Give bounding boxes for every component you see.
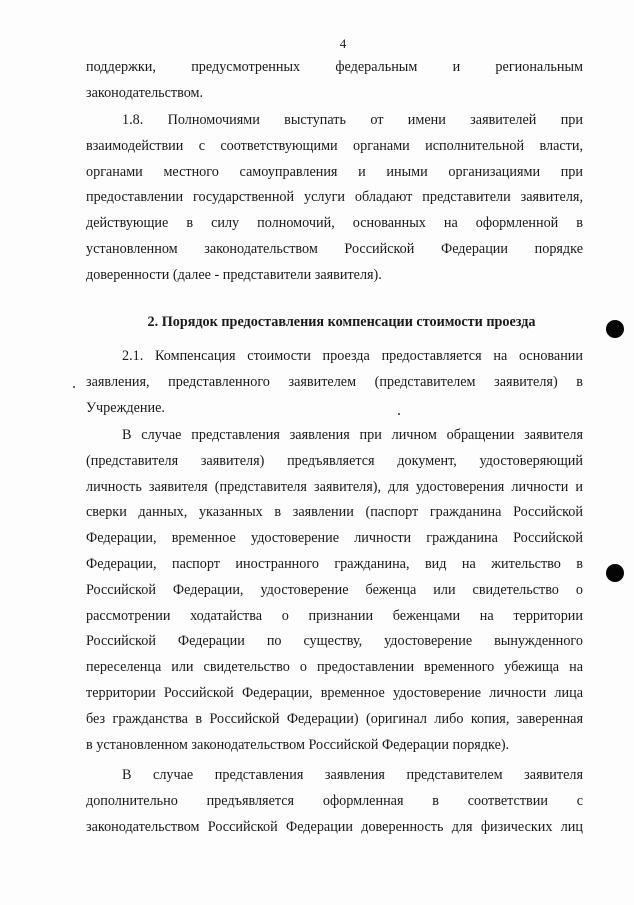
text-line: (представителя заявителя) предъявляется документ, удостоверяющий — [86, 452, 583, 469]
punch-hole-bottom — [606, 564, 624, 582]
paragraph-continuation — [86, 55, 583, 107]
text-line: Российской Федерации по существу, удостоверение вынужденного — [86, 633, 583, 650]
text-line: территории Российской Федерации, временное удостоверение личности лица — [86, 684, 583, 701]
text-line: законодательством Российской Федерации доверенность для физических лиц — [86, 818, 583, 835]
paragraph-personal-submission — [86, 423, 583, 758]
text-line: рассмотрении ходатайства о признании беженцами на территории — [86, 607, 583, 624]
text-line: поддержки, предусмотренных федеральным и региональным — [86, 59, 583, 75]
text-line: В случае представления заявления представителем заявителя — [122, 767, 583, 783]
text-line: 1.8. Полномочиями выступать от имени заявителей при — [122, 112, 583, 128]
text-line: Российской Федерации, удостоверение беженца или свидетельство о — [86, 581, 583, 598]
text-line: предоставлении государственной услуги обладают представители заявителя, — [86, 189, 583, 206]
paragraph-representative-submission — [86, 763, 583, 840]
text-line: заявления, представленного заявителем (представителем заявителя) в — [86, 373, 583, 390]
text-line: доверенности (далее - представители заявителя). — [86, 266, 382, 283]
text-line: Федерации, временное удостоверение личности гражданина Российской — [86, 530, 583, 547]
text-line: сверки данных, указанных в заявлении (паспорт гражданина Российской — [86, 504, 583, 521]
text-line: В случае представления заявления при личном обращении заявителя — [122, 427, 583, 443]
punch-hole-top — [606, 320, 624, 338]
scan-speck — [73, 386, 75, 388]
scan-speck — [398, 413, 400, 415]
text-line: дополнительно предъявляется оформленная в соответствии с — [86, 792, 583, 809]
section-heading: 2. Порядок предоставления компенсации стоимости проезда — [147, 314, 536, 330]
text-line: взаимодействии с соответствующими органами исполнительной власти, — [86, 137, 583, 154]
page-number: 4 — [339, 36, 347, 51]
paragraph-2-1 — [86, 344, 583, 421]
text-line: органами местного самоуправления и иными организациями при — [86, 163, 583, 180]
text-line: установленном законодательством Российской Федерации порядке — [86, 240, 583, 257]
section-heading-block — [86, 310, 583, 336]
paragraph-1-8 — [86, 108, 583, 289]
text-line: 2.1. Компенсация стоимости проезда предоставляется на основании — [122, 348, 583, 364]
text-line: личность заявителя (представителя заявителя), для удостоверения личности и — [86, 478, 583, 495]
text-line: законодательством. — [86, 84, 204, 101]
text-line: в установленном законодательством Российской Федерации порядке). — [86, 736, 510, 753]
text-line: Федерации, паспорт иностранного гражданина, вид на жительство в — [86, 555, 583, 572]
text-line: переселенца или свидетельство о предоставлении временного убежища на — [86, 659, 583, 676]
text-line: действующие в силу полномочий, основанных на оформленной в — [86, 215, 583, 232]
text-line: без гражданства в Российской Федерации) (оригинал либо копия, заверенная — [86, 710, 583, 727]
text-line: Учреждение. — [86, 399, 165, 416]
